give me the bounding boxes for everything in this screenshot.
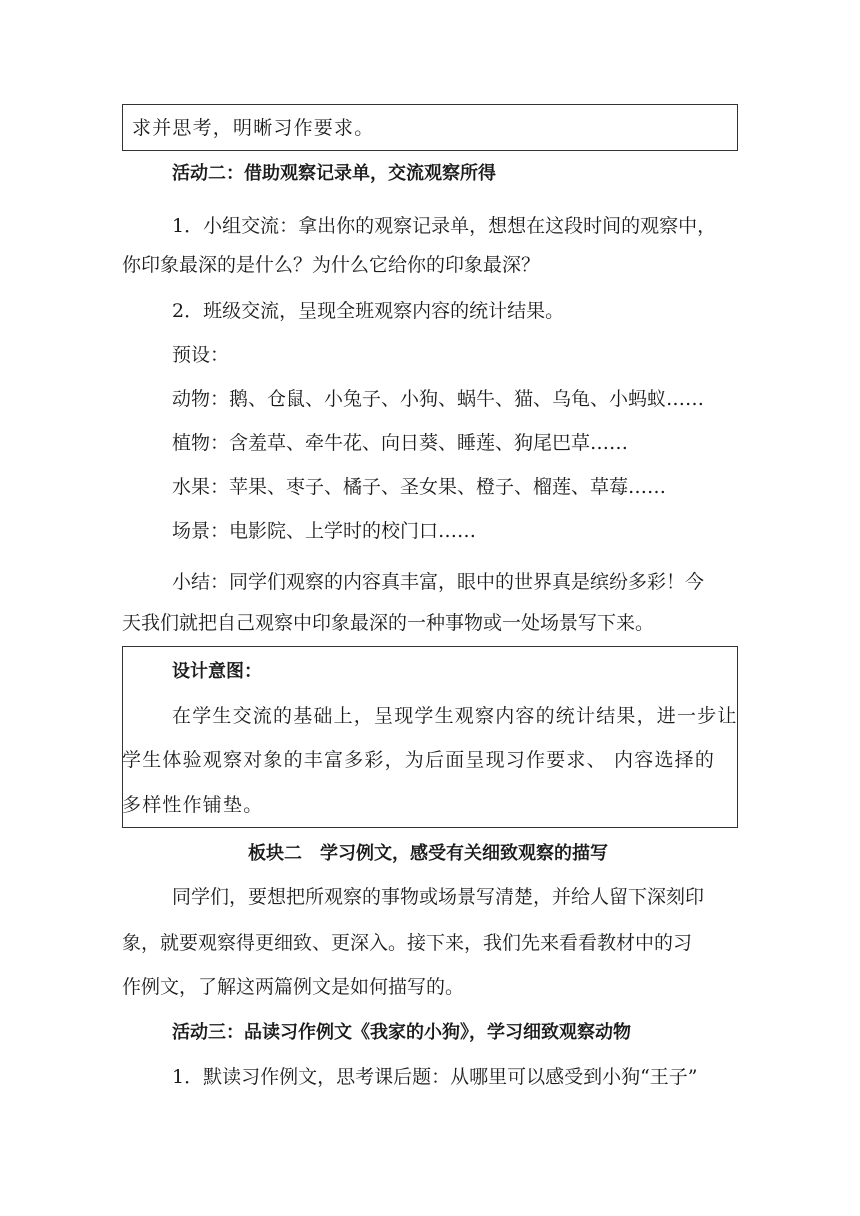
intro-line-1: 同学们，要想把所观察的事物或场景写清楚，并给人留下深刻印 — [172, 886, 705, 908]
design-intent-line-2: 学生体验观察对象的丰富多彩，为后面呈现习作要求、 内容选择的 — [122, 749, 716, 771]
intro-line-2: 象，就要观察得更细致、更深入。接下来，我们先来看看教材中的习 — [122, 932, 693, 954]
activity-2-heading: 活动二：借助观察记录单，交流观察所得 — [172, 163, 496, 184]
continued-box-text: 求并思考，明晰习作要求。 — [132, 117, 375, 139]
design-intent-line-1: 在学生交流的基础上，呈现学生观察内容的统计结果，进一步让 — [172, 705, 738, 727]
preset-fruits: 水果：苹果、枣子、橘子、圣女果、橙子、榴莲、草莓…… — [172, 476, 667, 498]
design-intent-title: 设计意图： — [172, 661, 262, 682]
item-1-line-2: 你印象最深的是什么？为什么它给你的印象最深？ — [122, 254, 541, 276]
summary-line-1: 小结：同学们观察的内容真丰富，眼中的世界真是缤纷多彩！今 — [172, 571, 705, 593]
activity-3-heading: 活动三：品读习作例文《我家的小狗》，学习细致观察动物 — [172, 1022, 631, 1043]
design-intent-line-3: 多样性作铺垫。 — [122, 794, 264, 816]
preset-label: 预设： — [172, 344, 230, 366]
preset-plants: 植物：含羞草、牵牛花、向日葵、睡莲、狗尾巴草…… — [172, 432, 629, 454]
item-3-line-1: 1．默读习作例文，思考课后题：从哪里可以感受到小狗“王子” — [172, 1066, 698, 1088]
item-1-line-1: 1．小组交流：拿出你的观察记录单，想想在这段时间的观察中， — [172, 215, 717, 237]
summary-line-2: 天我们就把自己观察中印象最深的一种事物或一处场景写下来。 — [122, 612, 655, 634]
preset-scenes: 场景：电影院、上学时的校门口…… — [172, 520, 477, 542]
intro-line-3: 作例文，了解这两篇例文是如何描写的。 — [122, 976, 465, 998]
preset-animals: 动物：鹅、仓鼠、小兔子、小狗、蜗牛、猫、乌龟、小蚂蚁…… — [172, 388, 705, 410]
item-2: 2．班级交流，呈现全班观察内容的统计结果。 — [172, 300, 565, 322]
section-2-heading: 板块二 学习例文，感受有关细致观察的描写 — [248, 843, 608, 864]
